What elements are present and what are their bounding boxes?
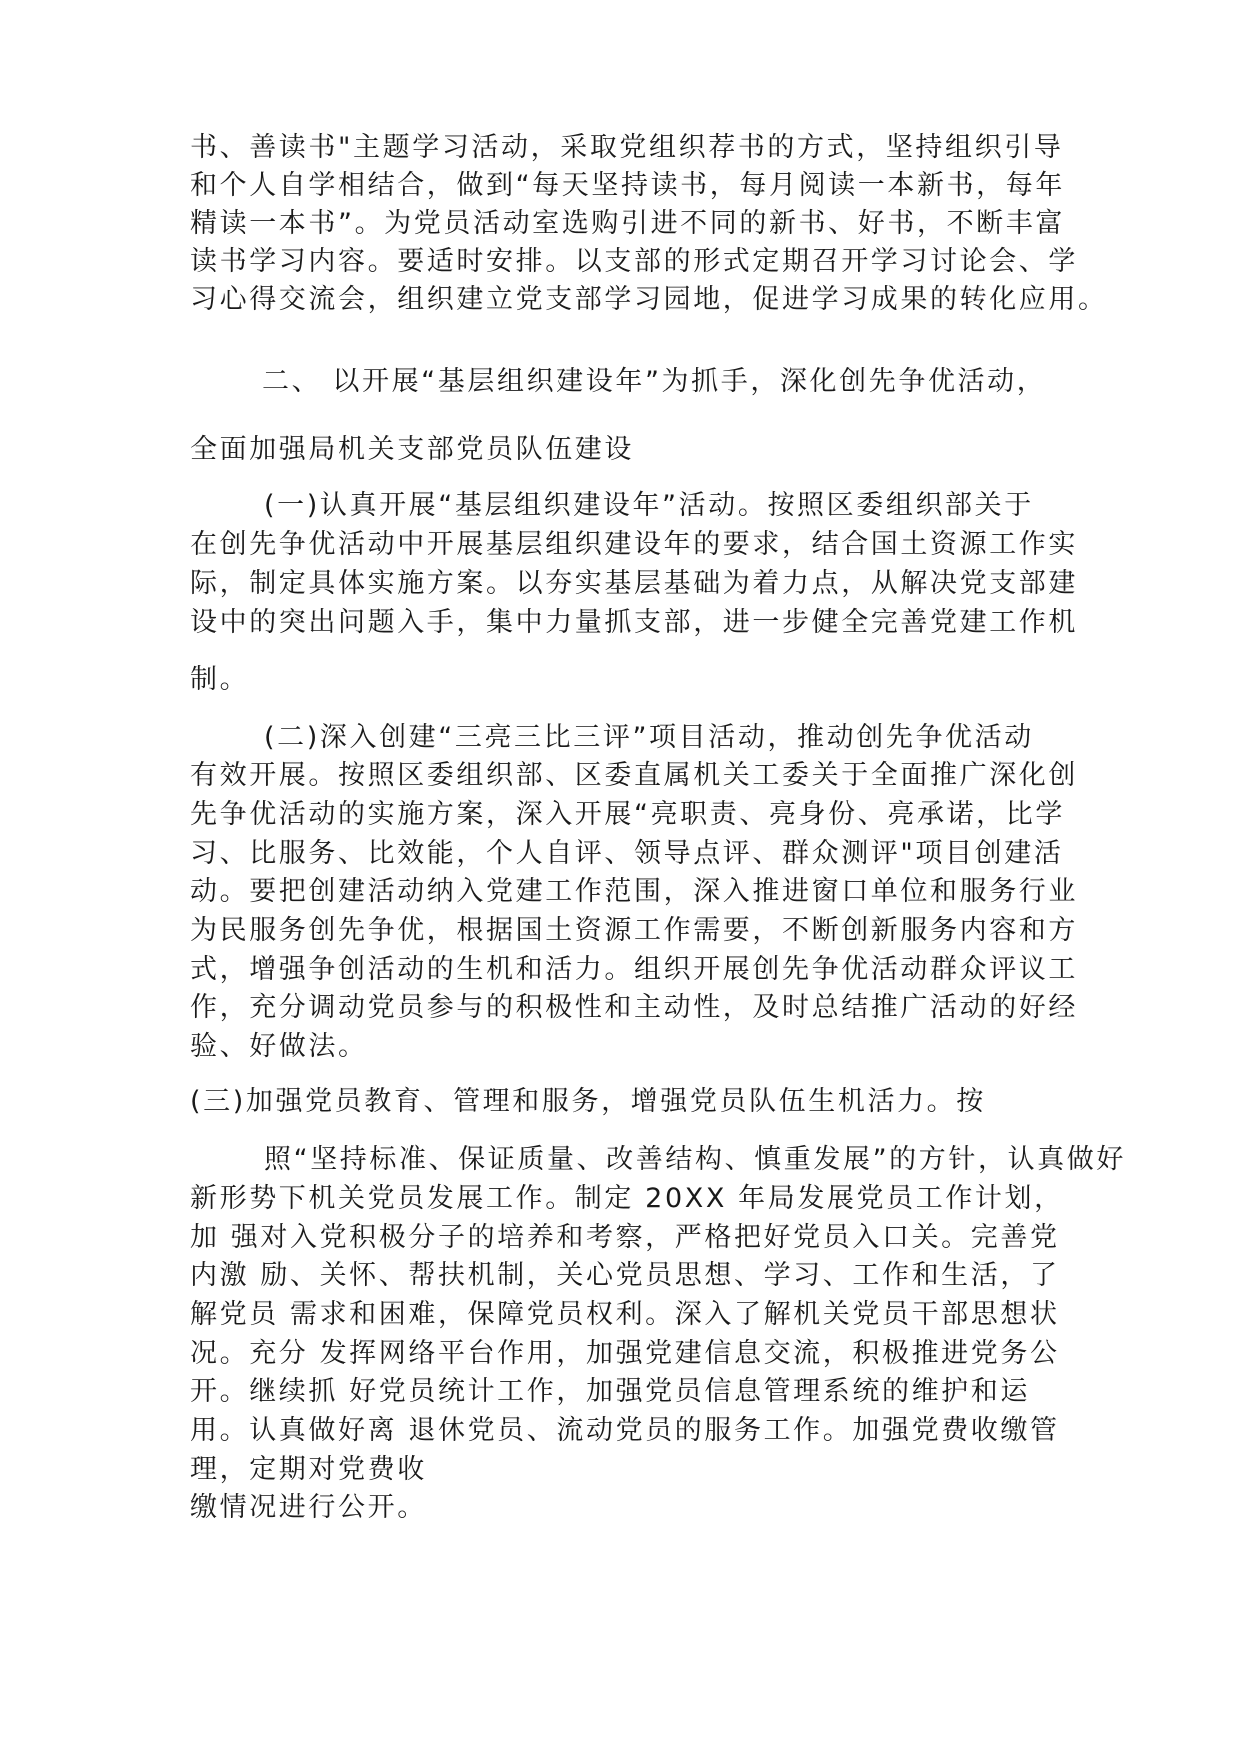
section-heading-continued: 全面加强局机关支部党员队伍建设 [190,434,634,465]
body-text-line: (三)加强党员教育、管理和服务，增强党员队伍生机活力。按 [190,1086,986,1117]
body-text-line: 况。充分 发挥网络平台作用，加强党建信息交流，积极推进党务公 [190,1338,1060,1369]
subsection-heading: 照“坚持标准、保证质量、改善结构、慎重发展”的方针，认真做好 [264,1144,1126,1175]
body-text-line: 开。继续抓 好党员统计工作，加强党员信息管理系统的维护和运 [190,1376,1030,1407]
body-text-line: 作，充分调动党员参与的积极性和主动性，及时总结推广活动的好经 [190,992,1078,1023]
body-text-line: 用。认真做好离 退休党员、流动党员的服务工作。加强党费收缴管 [190,1415,1060,1446]
subsection-heading: (一)认真开展“基层组织建设年”活动。按照区委组织部关于 [264,490,1034,521]
body-text-line: 解党员 需求和困难，保障党员权利。深入了解机关党员干部思想状 [190,1299,1060,1330]
body-text-line: 制。 [190,664,250,695]
body-text-line: 精读一本书”。为党员活动室选购引进不同的新书、好书，不断丰富 [190,208,1065,239]
body-text-line: 先争优活动的实施方案，深入开展“亮职责、亮身份、亮承诺，比学 [190,799,1065,830]
body-text-line: 读书学习内容。要适时安排。以支部的形式定期召开学习讨论会、学 [190,246,1078,277]
body-text-line: 缴情况进行公开。 [190,1492,427,1523]
body-text-line: 习心得交流会，组织建立党支部学习园地，促进学习成果的转化应用。 [190,284,1108,315]
body-text-line: 加 强对入党积极分子的培养和考察，严格把好党员入口关。完善党 [190,1222,1060,1253]
body-text-line: 际，制定具体实施方案。以夯实基层基础为着力点，从解决党支部建 [190,568,1078,599]
body-text-line: 新形势下机关党员发展工作。制定 20XX 年局发展党员工作计划， [190,1183,1064,1214]
body-text-line: 动。要把创建活动纳入党建工作范围，深入推进窗口单位和服务行业 [190,876,1078,907]
section-heading: 二、 以开展“基层组织建设年”为抓手，深化创先争优活动， [262,366,1047,397]
body-text-line: 习、比服务、比效能，个人自评、领导点评、群众测评"项目创建活 [190,838,1064,869]
body-text-line: 式，增强争创活动的生机和活力。组织开展创先争优活动群众评议工 [190,954,1078,985]
body-text-line: 和个人自学相结合，做到“每天坚持读书，每月阅读一本新书，每年 [190,170,1065,201]
body-text-line: 有效开展。按照区委组织部、区委直属机关工委关于全面推广深化创 [190,760,1078,791]
body-text-line: 为民服务创先争优，根据国土资源工作需要，不断创新服务内容和方 [190,915,1078,946]
body-text-line: 内激 励、关怀、帮扶机制，关心党员思想、学习、工作和生活，了 [190,1260,1060,1291]
body-text-line: 书、善读书"主题学习活动，采取党组织荐书的方式，坚持组织引导 [190,132,1064,163]
body-text-line: 理，定期对党费收 [190,1454,427,1485]
body-text-line: 验、好做法。 [190,1031,368,1062]
body-text-line: 在创先争优活动中开展基层组织建设年的要求，结合国土资源工作实 [190,529,1078,560]
body-text-line: 设中的突出问题入手，集中力量抓支部，进一步健全完善党建工作机 [190,607,1078,638]
subsection-heading: (二)深入创建“三亮三比三评”项目活动，推动创先争优活动 [264,722,1034,753]
